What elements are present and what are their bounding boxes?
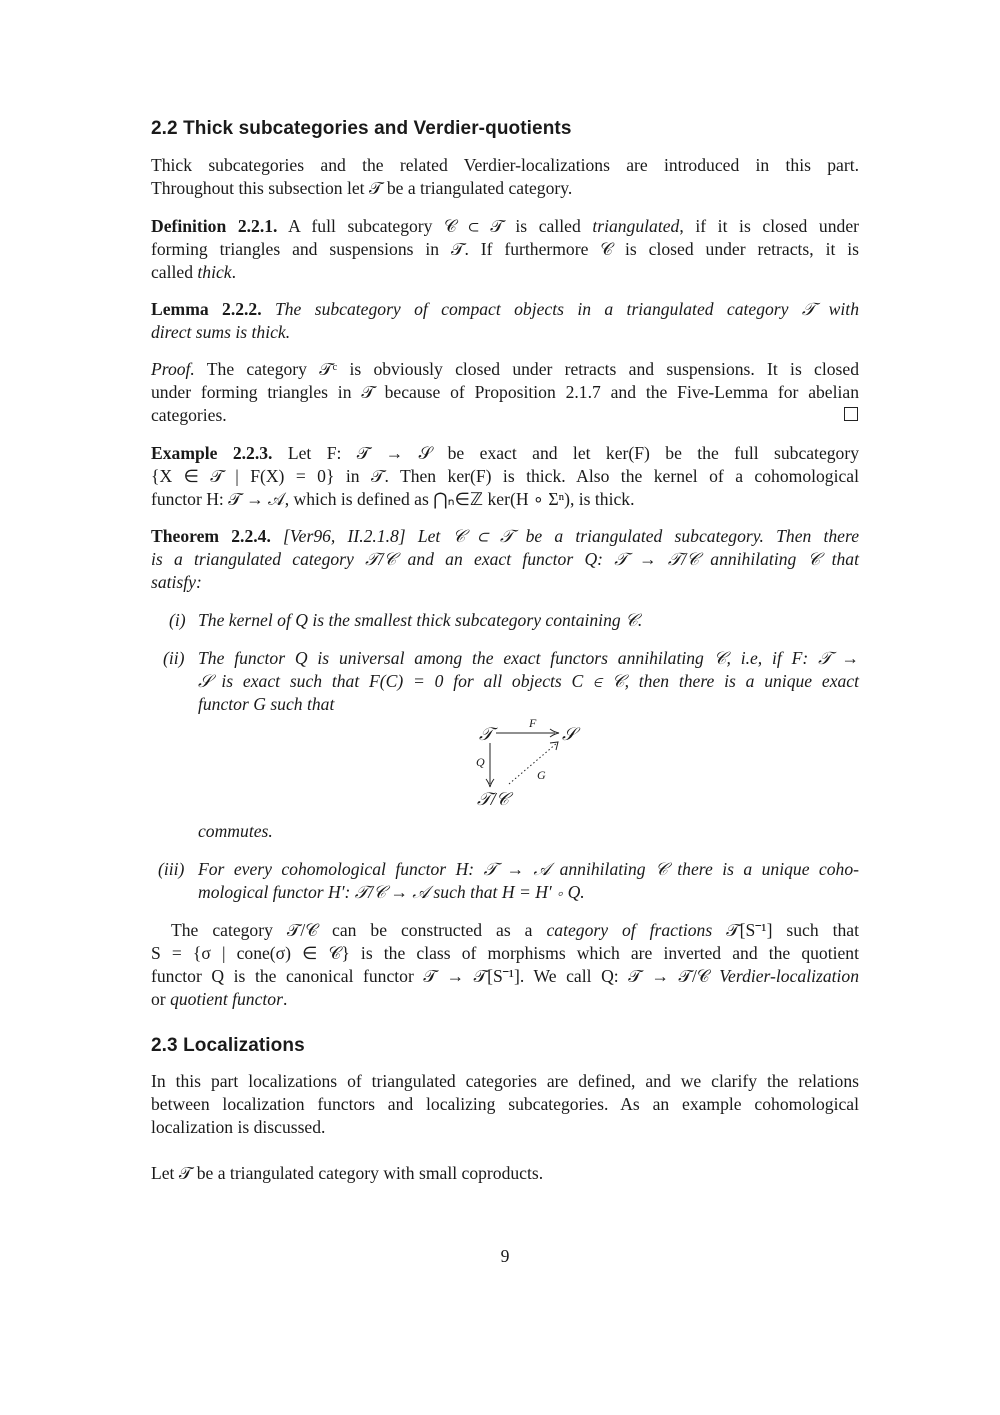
lemma-2-2-2	[151, 298, 859, 344]
example-label: Example 2.2.3.	[151, 443, 273, 463]
statement-text: [Ver96, II.2.1.8] Let 𝒞 ⊂ 𝒯 be a triangulated subcategory. Then there	[270, 526, 859, 546]
proof-label: Proof.	[151, 359, 195, 379]
diagram-node-bottom: 𝒯/𝒞	[477, 789, 509, 809]
arrow-q-label: Q	[476, 755, 485, 769]
item-number: (ii)	[163, 648, 185, 668]
item-text-line: The functor Q is universal among the exact functors annihilating 𝒞, i.e, if F: 𝒯 →	[198, 648, 859, 668]
text-span: , if it is closed under	[679, 216, 859, 236]
text-line: is a triangulated category 𝒯/𝒞 and an exact functor Q: 𝒯 → 𝒯/𝒞 annihilating 𝒞 that	[151, 549, 859, 569]
text-line: {X ∈ 𝒯 | F(X) = 0} in 𝒯. Then ker(F) is thick. Also the kernel of a cohomological	[151, 466, 859, 486]
item-text-line: commutes.	[198, 821, 273, 841]
text-line	[151, 298, 859, 321]
text-line: In this part localizations of triangulated categories are defined, and we clarify the relations	[151, 1071, 859, 1091]
item-text-line: For every cohomological functor H: 𝒯 → 𝒜 annihilating 𝒞 there is a unique coho-	[198, 859, 859, 879]
item-text-line: 𝒮 is exact such that F(C) = 0 for all objects C ∈ 𝒞, then there is a unique exact	[198, 671, 859, 691]
emphasis: triangulated	[592, 216, 680, 236]
text-line: Throughout this subsection let 𝒯 be a triangulated category.	[151, 178, 573, 198]
proof-2-2-2	[151, 358, 859, 427]
text-line	[151, 525, 859, 548]
text-span: The category 𝒯/𝒞 can be constructed as a	[171, 920, 547, 940]
text-line: direct sums is thick.	[151, 322, 291, 342]
text-span: .	[282, 989, 288, 1009]
text-line: categories.	[151, 405, 227, 425]
commutative-diagram	[471, 712, 591, 812]
statement-text: The subcategory of compact objects in a triangulated category 𝒯 with	[261, 299, 859, 319]
text-span: The category 𝒯ᶜ is obviously closed under retracts and suspensions. It is closed	[194, 359, 859, 379]
diagram-node-top-right: 𝒮	[562, 724, 576, 744]
text-span: A full subcategory 𝒞 ⊂ 𝒯 is called	[277, 216, 593, 236]
closing-sentence	[151, 1162, 859, 1185]
text-line	[151, 261, 859, 284]
item-text-line: mological functor H′: 𝒯/𝒞 → 𝒜 such that H = H′ ∘ Q.	[198, 882, 585, 902]
definition-label: Definition 2.2.1.	[151, 216, 278, 236]
text-span: called	[151, 262, 198, 282]
text-line: between localization functors and localizing subcategories. As an example cohomological	[151, 1094, 859, 1114]
text-line	[151, 965, 859, 988]
text-span: 𝒯[S⁻¹] such that	[712, 920, 859, 940]
theorem-2-2-4	[151, 525, 859, 594]
arrow-g-label: G	[537, 768, 546, 782]
example-2-2-3	[151, 442, 859, 511]
text-line: forming triangles and suspensions in 𝒯. If furthermore 𝒞 is closed under retracts, it is	[151, 239, 859, 259]
qed-box-icon	[844, 407, 858, 421]
lemma-label: Lemma 2.2.2.	[151, 299, 262, 319]
text-line: satisfy:	[151, 572, 202, 592]
diagram-node-top-left: 𝒯	[479, 724, 493, 744]
text-span: functor Q is the canonical functor 𝒯 → 𝒯[S⁻¹]. We call Q: 𝒯 → 𝒯/𝒞	[151, 966, 720, 986]
item-text-line: The kernel of Q is the smallest thick subcategory containing 𝒞.	[198, 610, 643, 630]
item-number: (i)	[169, 610, 186, 630]
text-line	[151, 358, 859, 381]
section-heading-2-3: 2.3 Localizations	[151, 1035, 305, 1056]
text-line: localization is discussed.	[151, 1117, 326, 1137]
text-line	[151, 988, 859, 1011]
paragraph-category-of-fractions	[151, 919, 859, 1011]
text-span: or	[151, 989, 171, 1009]
text-line: Let 𝒯 be a triangulated category with small coproducts.	[151, 1163, 544, 1183]
item-number: (iii)	[158, 859, 185, 879]
text-span: .	[231, 262, 237, 282]
text-span: Let F: 𝒯 → 𝒮 be exact and let ker(F) be the full subcategory	[272, 443, 860, 463]
text-line: Thick subcategories and the related Verdier-localizations are introduced in this part.	[151, 155, 859, 175]
text-line: functor H: 𝒯 → 𝒜, which is defined as ⋂ₙ∈ℤ ker(H ∘ Σⁿ), is thick.	[151, 489, 635, 509]
text-line: S = {σ | cone(σ) ∈ 𝒞} is the class of morphisms which are inverted and the quotient	[151, 943, 859, 963]
intro-paragraph-2-2	[151, 154, 859, 200]
arrow-g-icon	[509, 743, 557, 784]
text-line	[151, 919, 859, 942]
arrow-g-head-icon	[550, 742, 558, 750]
arrow-f-label: F	[529, 716, 537, 730]
intro-paragraph-2-3	[151, 1070, 859, 1139]
section-heading-2-2: 2.2 Thick subcategories and Verdier-quotients	[151, 118, 572, 139]
theorem-label: Theorem 2.2.4.	[151, 526, 271, 546]
emphasis: quotient functor	[170, 989, 283, 1009]
emphasis: category of fractions	[546, 920, 713, 940]
text-line	[151, 442, 859, 465]
item-text-line: functor G such that	[198, 694, 335, 714]
text-line	[151, 215, 859, 238]
text-line: under forming triangles in 𝒯 because of Proposition 2.1.7 and the Five-Lemma for abelian	[151, 382, 859, 402]
emphasis: thick	[197, 262, 232, 282]
page-number: 9	[500, 1246, 510, 1266]
definition-2-2-1	[151, 215, 859, 284]
emphasis: Verdier-localization	[719, 966, 859, 986]
